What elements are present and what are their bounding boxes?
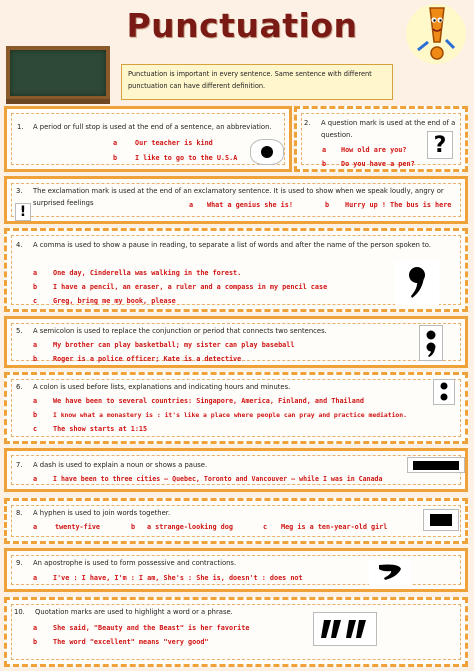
example-text: Greg, bring me my book, please (53, 297, 176, 305)
example-text: twenty-five (55, 523, 101, 531)
section-text: The exclamation mark is used at the end of an exclamatory sentence. It is used to show when we speak loudly, angry or surprised feelings (33, 187, 444, 207)
comma-mark-icon (407, 266, 427, 300)
hyphen-mark-icon (430, 514, 452, 526)
example-letter: b (33, 283, 38, 291)
example-letter: a (33, 341, 38, 349)
example-text: My brother can play basketball; my sister can play baseball (53, 341, 295, 349)
example-text: The word "excellent" means "very good" (53, 638, 209, 646)
example-letter: c (33, 425, 38, 433)
example-letter: b (131, 523, 136, 531)
period-mark-icon (260, 145, 274, 159)
section-4-comma (4, 228, 468, 312)
example-letter: b (325, 201, 330, 209)
section-10-quotation-marks (4, 597, 468, 667)
example-text: a strange-looking dog (147, 523, 233, 531)
intro-box: Punctuation is important in every sentence. Same sentence with different punctuation can have different definition. (121, 64, 393, 100)
example-text: She said, "Beauty and the Beast" is her favorite (53, 624, 250, 632)
example-text: What a genius she is! (207, 201, 293, 209)
section-text: Quotation marks are used to highlight a word or a phrase. (35, 608, 233, 616)
apostrophe-mark-icon (377, 563, 403, 581)
example-letter: a (322, 146, 327, 154)
semicolon-mark-icon (425, 329, 437, 357)
example-letter: a (189, 201, 194, 209)
section-number: 3. (16, 187, 23, 195)
section-6-colon (4, 372, 468, 444)
example-text: Our teacher is kind (135, 139, 213, 147)
example-letter: c (263, 523, 268, 531)
example-letter: b (33, 355, 38, 363)
example-text: Do you have a pen? (341, 160, 415, 168)
example-letter: c (33, 297, 38, 305)
example-letter: b (33, 411, 38, 419)
example-text: I like to go to the U.S.A (135, 154, 238, 162)
semicolon-symbol (419, 325, 443, 361)
section-1-period (4, 106, 292, 172)
section-number: 1. (17, 123, 24, 131)
colon-mark-icon (439, 382, 449, 402)
example-text: One day, Cinderella was walking in the forest. (53, 269, 242, 277)
section-text: A dash is used to explain a noun or shows a pause. (33, 461, 208, 469)
example-text: Meg is a ten-year-old girl (281, 523, 388, 531)
example-letter: b (113, 154, 118, 162)
exclamation-symbol (15, 203, 31, 221)
example-letter: a (33, 523, 38, 531)
section-number: 4. (16, 241, 23, 249)
section-number: 7. (16, 461, 23, 469)
example-text: Roger is a police officer; Kate is a detective (53, 355, 242, 363)
example-text: How old are you? (341, 146, 407, 154)
example-text: The show starts at 1:15 (53, 425, 148, 433)
example-letter: a (33, 624, 38, 632)
section-text: An apostrophe is used to form possessive and contractions. (33, 559, 237, 567)
example-letter: a (33, 269, 38, 277)
example-letter: a (33, 574, 38, 582)
section-8-hyphen (4, 498, 468, 544)
dash-symbol (407, 457, 465, 473)
example-text: I have a pencil, an eraser, a ruler and a compass in my pencil case (53, 283, 328, 291)
section-text: A semicolon is used to replace the conjunction or period that connects two sentences. (33, 327, 327, 335)
section-text: A question mark is used at the end of a question. (321, 119, 456, 139)
quotation-marks-symbol (313, 612, 377, 646)
section-number: 6. (16, 383, 23, 391)
section-text: A colon is used before lists, explanations and indicating hours and minutes. (33, 383, 291, 391)
section-2-question-mark (294, 106, 468, 172)
section-number: 10. (14, 608, 25, 616)
quotation-mark-icon (320, 618, 370, 640)
comma-symbol (395, 261, 439, 305)
example-letter: b (322, 160, 327, 168)
example-letter: a (33, 397, 38, 405)
question-mark-symbol (427, 131, 453, 159)
example-text: I know what a monastery is : it's like a place where people can pray and practice mediation. (53, 411, 407, 419)
section-7-dash (4, 448, 468, 492)
section-number: 9. (16, 559, 23, 567)
section-text: A hyphen is used to join words together. (33, 509, 171, 517)
example-letter: a (33, 475, 38, 483)
section-5-semicolon (4, 316, 468, 368)
dash-mark-icon (413, 461, 459, 470)
section-number: 8. (16, 509, 23, 517)
section-3-exclamation-mark (4, 176, 468, 224)
example-text: We have been to several countries: Singapore, America, Finland, and Thailand (53, 397, 364, 405)
section-number: 2. (304, 119, 311, 127)
example-text: Hurry up ! The bus is here (345, 201, 452, 209)
period-symbol (250, 139, 284, 165)
section-text: A period or full stop is used at the end of a sentence, an abbreviation. (33, 123, 272, 131)
example-text: I've : I have, I'm : I am, She's : She is, doesn't : does not (53, 574, 303, 582)
example-text: I have been to three cities – Quebec, Toronto and Vancouver – while I was in Canada (53, 475, 383, 483)
hyphen-symbol (423, 509, 459, 531)
exclamation-mascot-icon (404, 2, 468, 66)
section-number: 5. (16, 327, 23, 335)
section-text: A comma is used to show a pause in reading, to separate a list of words and after the name of the person spoken to. (33, 241, 431, 249)
colon-symbol (433, 379, 455, 405)
apostrophe-symbol (369, 559, 411, 585)
page-title: Punctuation (126, 6, 358, 45)
example-letter: b (33, 638, 38, 646)
chalkboard-image (6, 46, 110, 100)
symbol-glyph: ! (19, 204, 27, 220)
section-9-apostrophe (4, 548, 468, 592)
example-letter: a (113, 139, 118, 147)
symbol-glyph: ? (433, 132, 447, 158)
